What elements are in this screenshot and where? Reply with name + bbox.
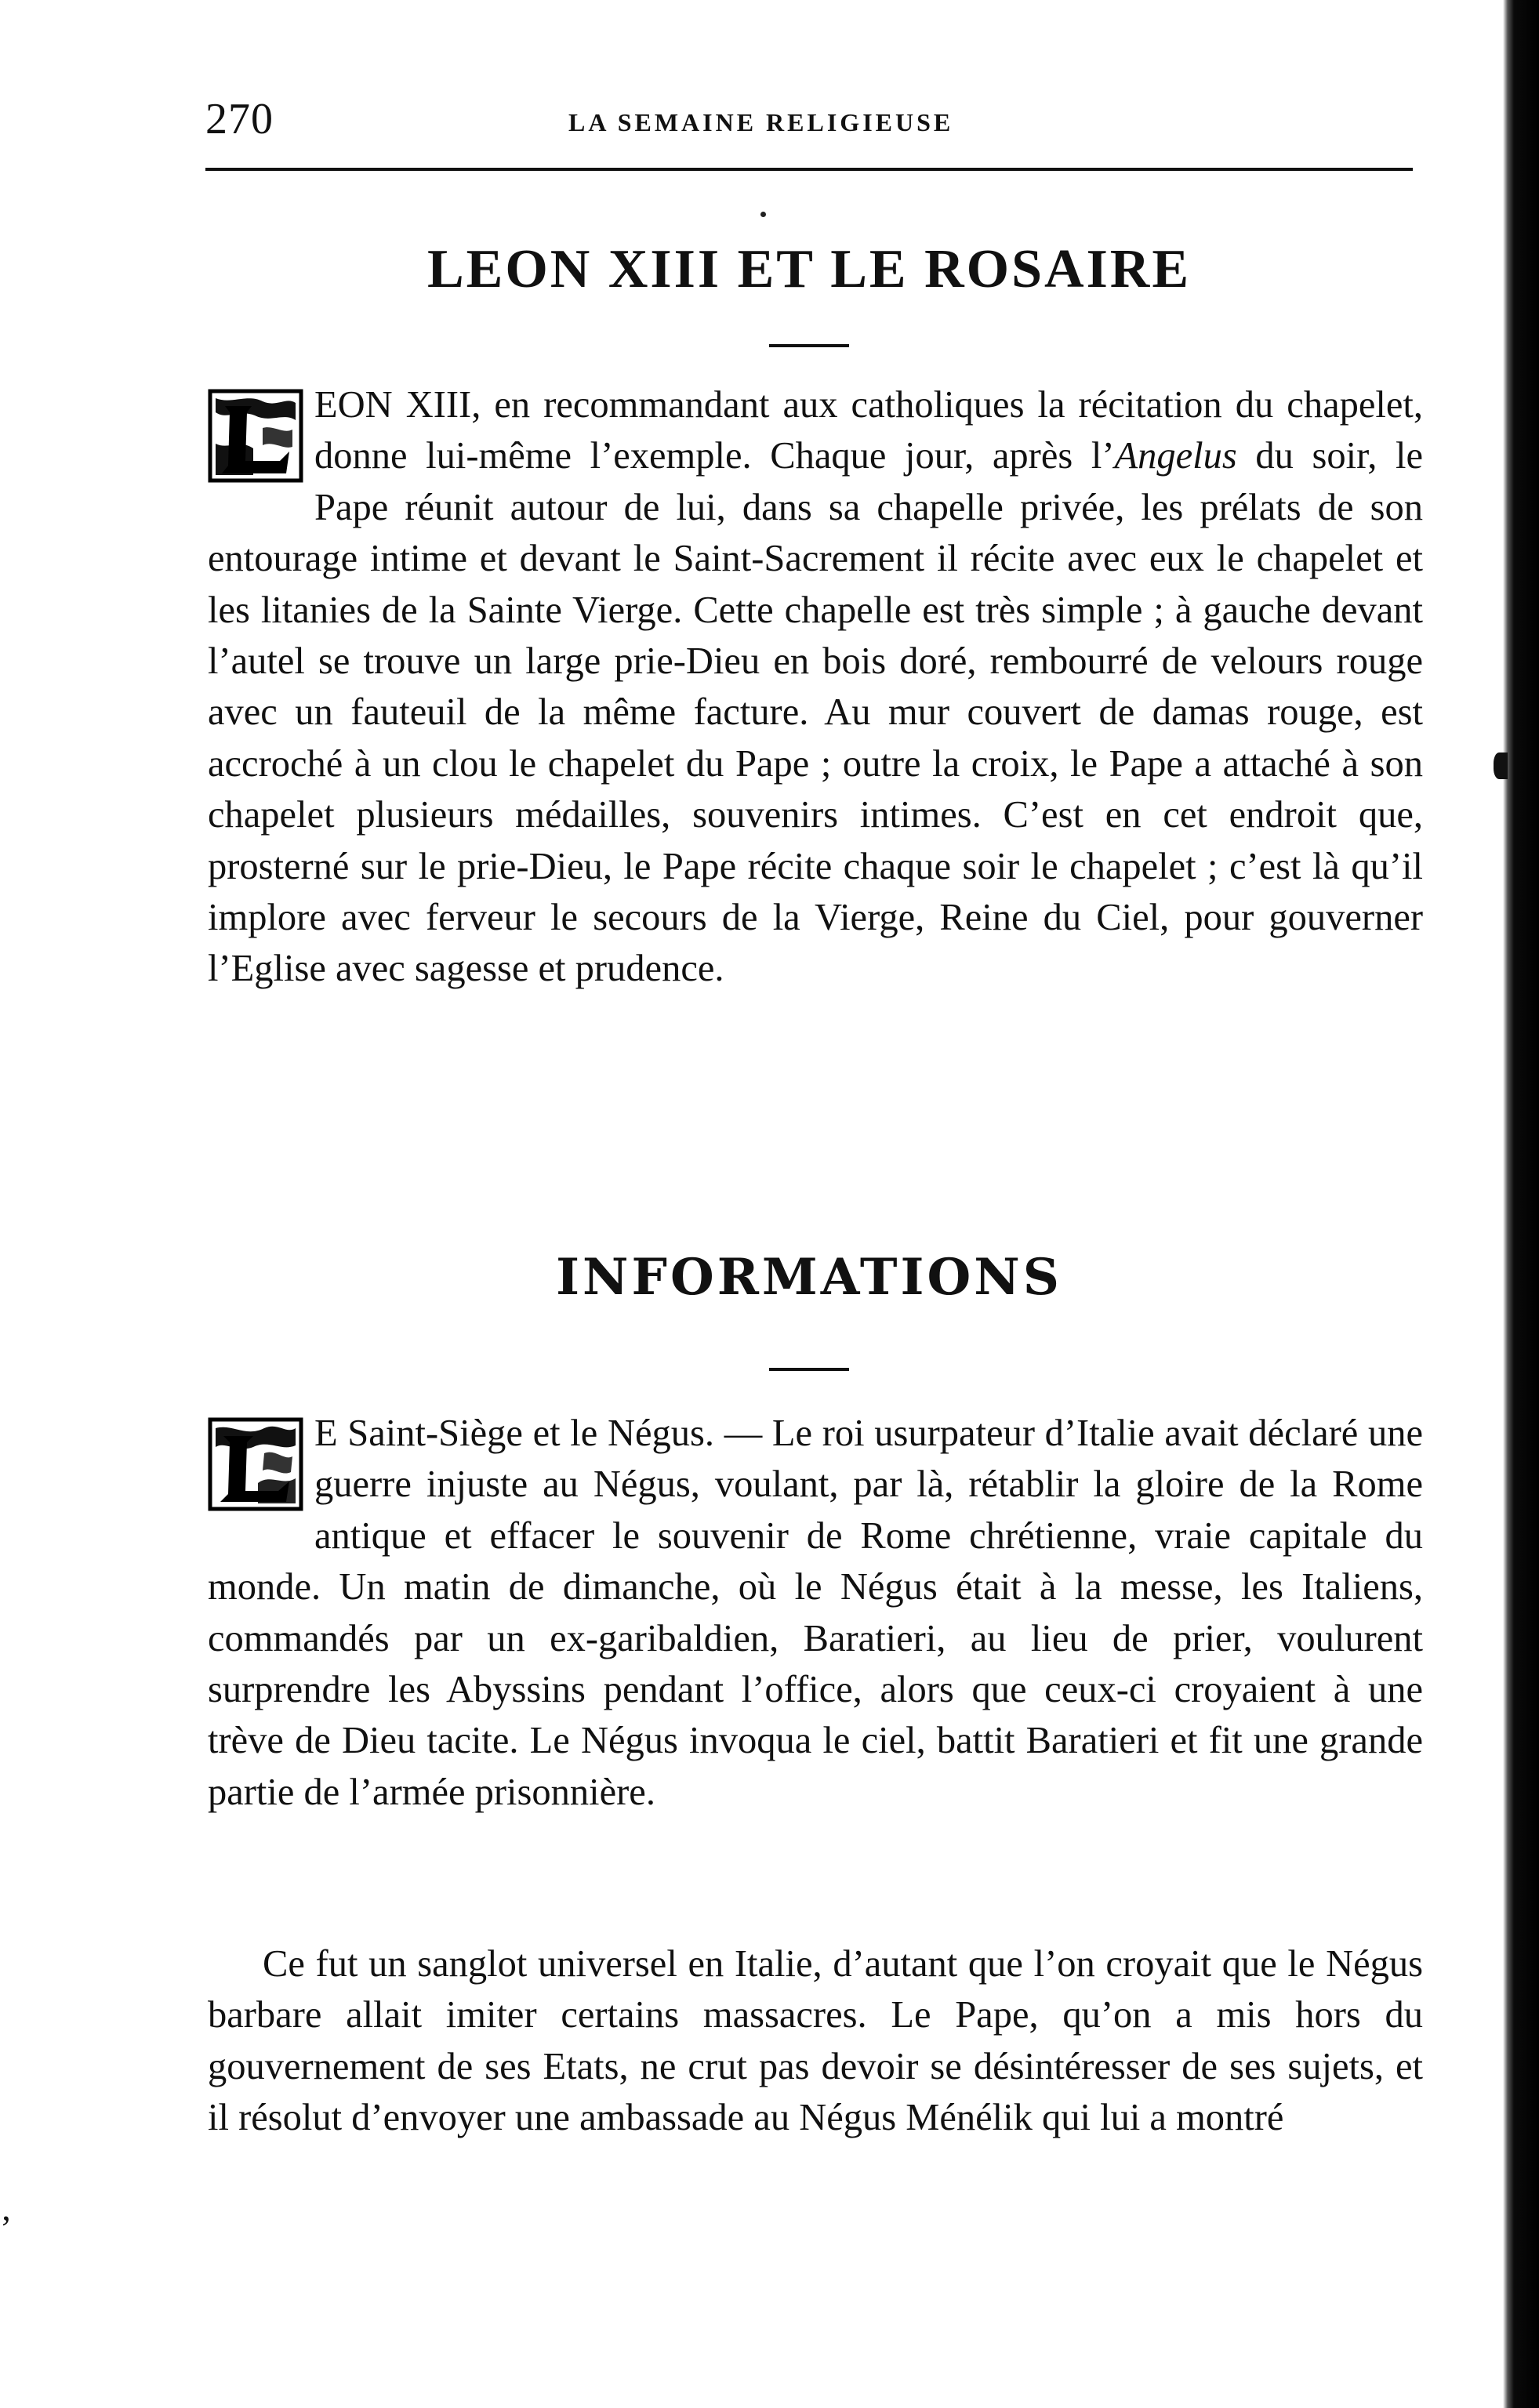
title-rule — [769, 344, 849, 347]
news-paragraph-2: Ce fut un sanglot universel en Italie, d’autant que l’on croyait que le Négus barbare allait imiter certains massacres. Le Pape, qu’on a mis hors du gouvernement de ses Etats, ne crut pas devoir se désintéresser de ses sujets, et il résolut d’envoyer une ambassade au Négus Ménélik qui lui a montré — [208, 1943, 1423, 2139]
article-paragraph — [208, 379, 1423, 995]
page-edge-shadow — [1503, 0, 1539, 2408]
article-text-start: EON XIII, en recommandant aux catholiques la récitation du chapelet, donne lui-même l’exemple. Chaque jour, après l’ — [314, 384, 1423, 477]
ornamental-dropcap-icon — [208, 1417, 303, 1511]
article-title: LEON XIII ET LE ROSAIRE — [426, 239, 1192, 299]
section-title: INFORMATIONS — [556, 1248, 1062, 1307]
head-rule — [205, 168, 1413, 171]
angelus-italic: Angelus — [1114, 435, 1237, 477]
edge-notch — [1494, 752, 1508, 779]
running-head — [205, 94, 1413, 157]
margin-mark: ‚ — [0, 2188, 13, 2228]
news-paragraph-1 — [208, 1408, 1423, 1818]
page-number: 270 — [205, 95, 274, 143]
article-text-rest: du soir, le Pape réunit autour de lui, dans sa chapelle privée, les prélats de son entourage intime et devant le Saint-Sacrement il récite avec eux le chapelet et les litanies de la Sainte Vierge. Cette chapelle est très simple ; à gauche devant l’autel se trouve un large prie-Dieu en bois doré, rembourré de velours rouge avec un fauteuil de la même facture. Au mur couvert de damas rouge, est accroché à un clou le chapelet du Pape ; outre la croix, le Pape a attaché à son chapelet plusieurs médailles, souvenirs intimes. C’est en cet endroit que, prosterné sur le prie-Dieu, le Pape récite chaque soir le chapelet ; c’est là qu’il implore avec ferveur le secours de la Vierge, Reine du Ciel, pour gouverner l’Eglise avec sagesse et prudence. — [208, 435, 1424, 990]
ink-dot — [760, 212, 766, 217]
running-title: LA SEMAINE RELIGIEUSE — [568, 108, 954, 136]
section-rule — [769, 1368, 849, 1371]
news-paragraph-1-text: E Saint-Siège et le Négus. — Le roi usurpateur d’Italie avait déclaré une guerre injuste au Négus, voulant, par là, rétablir la gloire de la Rome antique et effacer le souvenir de Rome chrétienne, vraie capitale du monde. Un matin de dimanche, où le Négus était à la messe, les Italiens, commandés par un ex-garibaldien, Baratieri, au lieu de prier, voulurent surprendre les Abyssins pendant l’office, alors que ceux-ci croyaient à une trève de Dieu tacite. Le Négus invoqua le ciel, battit Baratieri et fit une grande partie de l’armée prisonnière. — [208, 1413, 1423, 1813]
ornamental-dropcap-icon — [208, 389, 303, 483]
